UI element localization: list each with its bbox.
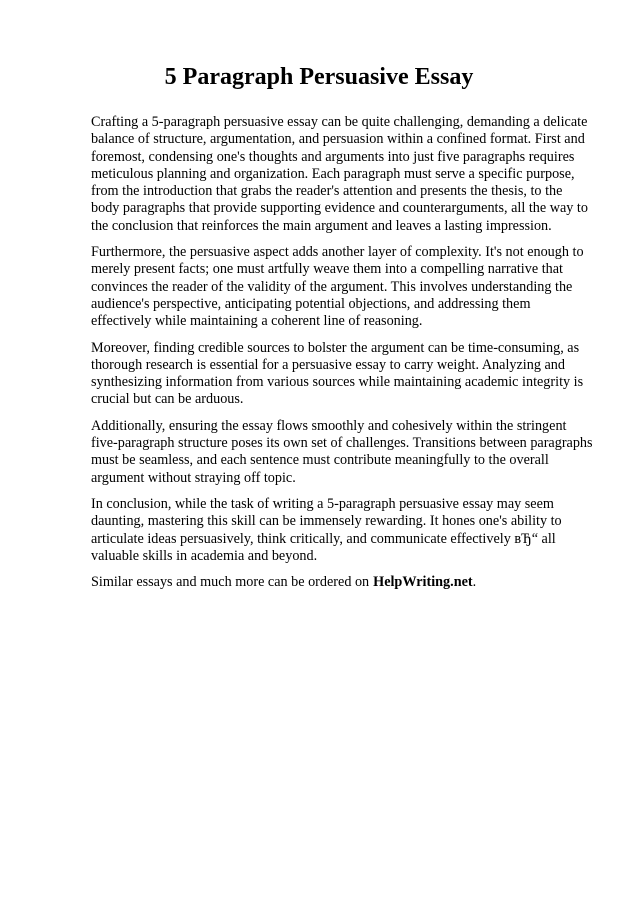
paragraph-4: Additionally, ensuring the essay flows smoothly and cohesively within the stringent five-paragraph structure poses its own set of challenges. Transitions between paragraphs must be seamless, and each sentence must contribute meaningfully to the overall argument without straying off topic.: [91, 417, 593, 486]
footer-promo: [91, 574, 594, 591]
paragraph-3: Moreover, finding credible sources to bolster the argument can be time-consuming, as thorough research is essential for a persuasive essay to carry weight. Analyzing and synthesizing information from various sources while maintaining academic integrity is crucial but can be arduous.: [91, 339, 584, 408]
paragraph-5: In conclusion, while the task of writing a 5-paragraph persuasive essay may seem daunting, mastering this skill can be immensely rewarding. It hones one's ability to articulate ideas persuasively, think critically, and communicate effectively вЂ“ all valuable skills in academia and beyond.: [91, 495, 562, 564]
footer-end: .: [472, 574, 477, 591]
paragraph-1: Crafting a 5-paragraph persuasive essay can be quite challenging, demanding a delicate balance of structure, argumentation, and persuasion within a confined format. First and foremost, condensing one's thoughts and arguments into just five paragraphs requires meticulous planning and organization. Each paragraph must serve a specific purpose, from the introduction that grabs the reader's attention and presents the thesis, to the body paragraphs that provide supporting evidence and counterarguments, all the way to the conclusion that reinforces the main argument and leaves a lasting impression.: [91, 114, 588, 234]
document-title: 5 Paragraph Persuasive Essay: [164, 64, 474, 90]
paragraph-2: Furthermore, the persuasive aspect adds another layer of complexity. It's not enough to merely present facts; one must artfully weave them into a compelling narrative that convinces the reader of the validity of the argument. This involves understanding the audience's perspective, anticipating potential objections, and addressing them effectively while maintaining a coherent line of reasoning.: [91, 244, 584, 330]
brand-link[interactable]: HelpWriting.net: [373, 574, 473, 591]
footer-text: Similar essays and much more can be ordered on: [91, 574, 370, 591]
